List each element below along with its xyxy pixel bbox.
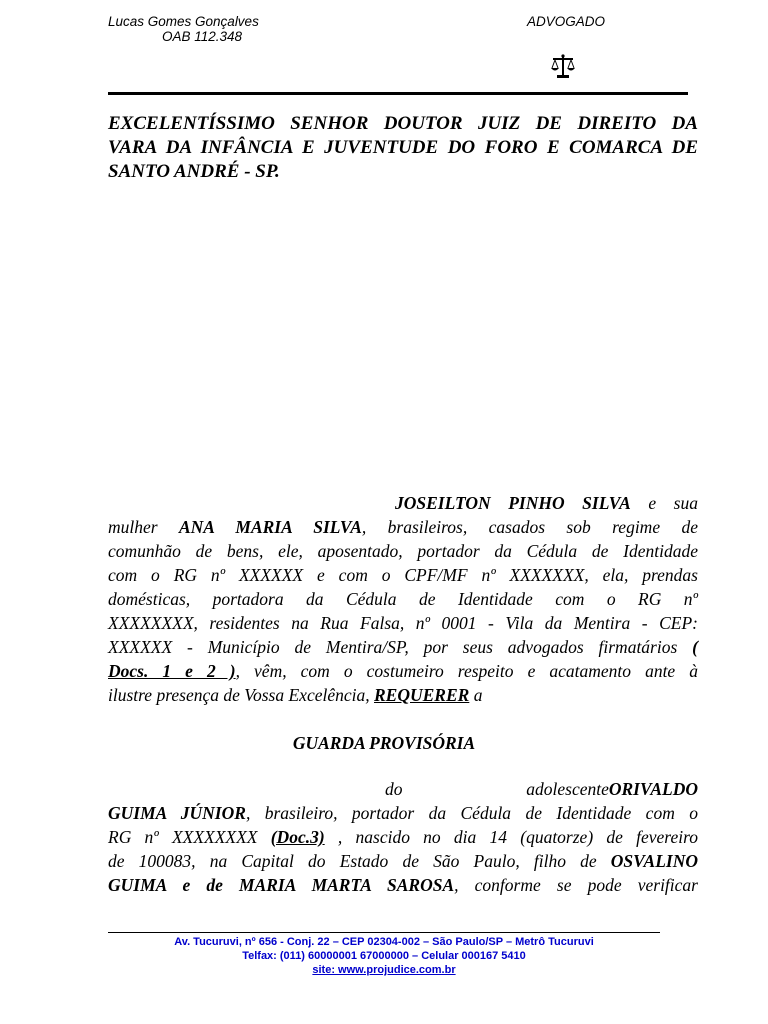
oab-number: OAB 112.348 [162,29,243,44]
paragraph-line: XXXXXXXX, residentes na Rua Falsa, nº 0001 - Vila da Mentira - CEP: [108,613,698,633]
paragraph-line: Docs. 1 e 2 ), vêm, com o costumeiro respeito e acatamento ante à [108,661,698,681]
lawyer-role: ADVOGADO [527,14,606,29]
footer-phones: Telfax: (011) 60000001 67000000 – Celular 000167 5410 [242,950,526,962]
paragraph-line: de 100083, na Capital do Estado de São Paulo, filho de OSVALINO [108,851,698,871]
petitioner-husband-name: JOSEILTON PINHO SILVA [395,493,631,513]
paragraph-line: RG nº XXXXXXXX (Doc.3) , nascido no dia 14 (quatorze) de fevereiro [108,827,699,847]
paragraph-line: XXXXXX - Município de Mentira/SP, por seus advogados firmatários ( [108,637,698,657]
petitioner-wife-name: ANA MARIA SILVA [178,517,362,537]
footer-site-link[interactable]: site: www.projudice.com.br [312,964,456,976]
paragraph-line: comunhão de bens, ele, aposentado, portador da Cédula de Identidade [108,541,698,561]
father-name: OSVALINO [610,851,698,871]
paragraph-line: mulher ANA MARIA SILVA, brasileiros, casados sob regime de [108,517,699,537]
paragraph-line: JOSEILTON PINHO SILVA e sua [395,493,698,513]
lawyer-identity [108,14,259,44]
requerer-keyword: REQUERER [374,685,470,705]
header-divider [108,92,688,95]
parents-names: GUIMA e de MARIA MARTA SAROSA [108,875,455,895]
petition-paragraph [108,491,698,707]
minor-paragraph [108,777,698,897]
addressee-line: SANTO ANDRÉ - SP. [108,161,280,182]
section-title: GUARDA PROVISÓRIA [292,733,476,753]
scales-of-justice-icon [551,54,575,80]
paragraph-line: GUIMA e de MARIA MARTA SAROSA, conforme se pode verificar [108,875,698,895]
paragraph-line: GUIMA JÚNIOR, brasileiro, portador da Cédula de Identidade com o [108,803,699,823]
page-footer [0,935,768,977]
addressee-line: VARA DA INFÂNCIA E JUVENTUDE DO FORO E COMARCA DE [108,137,698,158]
footer-divider [108,932,660,933]
addressee-block [108,112,698,184]
paragraph-line: com o RG nº XXXXXX e com o CPF/MF nº XXXXXXX, ela, prendas [108,565,698,585]
addressee-line: EXCELENTÍSSIMO SENHOR DOUTOR JUIZ DE DIREITO DA [108,113,698,134]
doc3-reference: (Doc.3) [270,827,325,847]
minor-last-name: GUIMA JÚNIOR [108,803,246,823]
footer-address: Av. Tucuruvi, nº 656 - Conj. 22 – CEP 02304-002 – São Paulo/SP – Metrô Tucuruvi [174,936,594,948]
lawyer-name: Lucas Gomes Gonçalves [108,14,259,29]
minor-first-name: ORIVALDO [608,779,698,799]
paragraph-line: domésticas, portadora da Cédula de Identidade com o RG nº [108,589,698,609]
docs-reference: Docs. 1 e 2 ) [108,661,236,681]
paragraph-line: ilustre presença de Vossa Excelência, REQUERER a [108,685,483,705]
paragraph-line: do adolescenteORIVALDO [385,779,698,799]
